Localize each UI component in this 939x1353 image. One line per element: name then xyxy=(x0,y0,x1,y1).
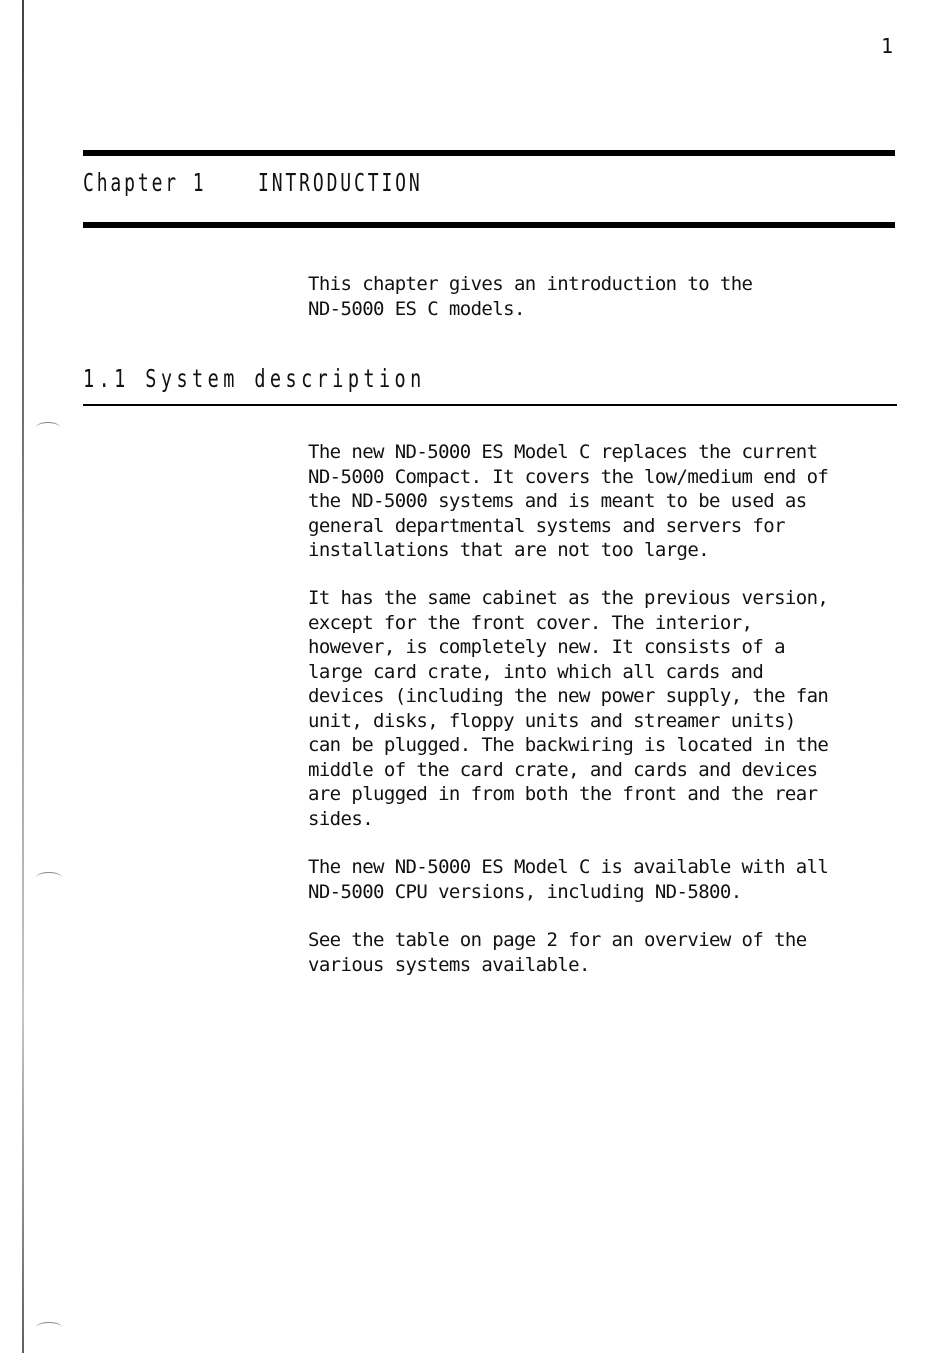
section-rule xyxy=(83,404,897,406)
margin-mark xyxy=(36,422,60,433)
paragraph: The new ND-5000 ES Model C replaces the current ND-5000 Compact. It covers the low/medium end of the ND-5000 systems and is meant to be used as general departmental systems and servers for installations that are not too large. xyxy=(308,441,829,561)
binding-edge xyxy=(22,0,24,1353)
paragraph: The new ND-5000 ES Model C is available with all ND-5000 CPU versions, including ND-5800. xyxy=(308,856,829,903)
page-number: 1 xyxy=(880,34,893,58)
chapter-label: Chapter 1 xyxy=(83,168,207,197)
section-heading: 1.1 System description xyxy=(83,364,426,393)
margin-mark xyxy=(36,872,62,883)
chapter-rule-top xyxy=(83,150,895,156)
chapter-rule-bottom xyxy=(83,222,895,228)
paragraph: See the table on page 2 for an overview of the various systems available. xyxy=(308,929,807,976)
margin-mark xyxy=(36,1322,62,1333)
paragraph: It has the same cabinet as the previous version, except for the front cover. The interior, however, is completely new. It consists of a large card crate, into which all cards and devices (including the new power supply, the fan unit, disks, floppy units and streamer units) can be plugged. The backwiring is located in the middle of the card crate, and cards and devices are plugged in from both the front and the rear sides. xyxy=(308,587,829,830)
chapter-title: INTRODUCTION xyxy=(258,168,423,197)
chapter-intro: This chapter gives an introduction to the ND-5000 ES C models. xyxy=(308,273,753,320)
